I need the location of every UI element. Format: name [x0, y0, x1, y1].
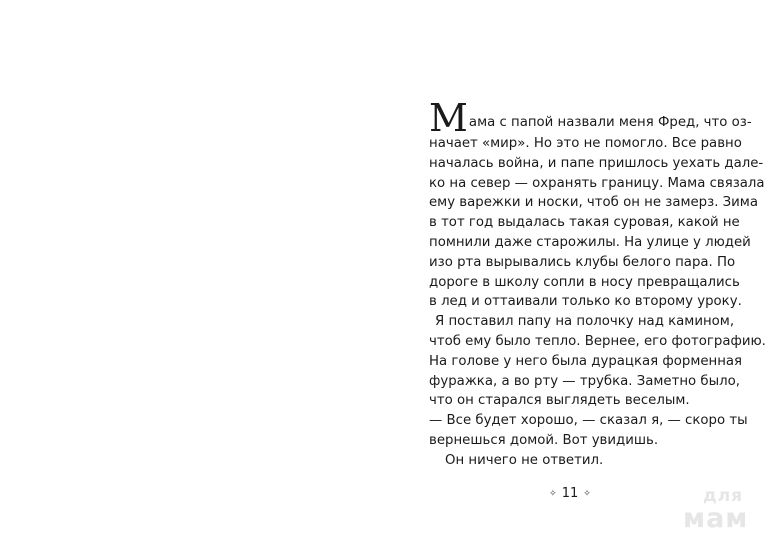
- text-line: фуражка, а во рту — трубка. Заметно было,: [429, 373, 740, 389]
- text-line: вернешься домой. Вот увидишь.: [429, 432, 659, 448]
- drop-cap: М: [429, 96, 468, 140]
- text-line: что он старался выглядеть веселым.: [429, 393, 690, 409]
- ornament-right-icon: ✧: [583, 488, 591, 499]
- text-line: помнили даже старожилы. На улице у людей: [429, 234, 751, 250]
- body-text: [429, 96, 766, 471]
- text-line: в лед и оттаивали только ко второму уроку.: [429, 294, 742, 310]
- text-line: начает «мир». Но это не помогло. Все равно: [429, 136, 742, 151]
- dialogue-line: — Все будет хорошо, — сказал я, — скоро ты: [429, 413, 748, 429]
- text-line: началась война, и папе пришлось уехать дале-: [429, 155, 764, 171]
- watermark-logo: [683, 488, 763, 532]
- text-line: изо рта вырывались клубы белого пара. По: [429, 254, 736, 270]
- paragraph-start-line: Я поставил папу на полочку над камином,: [435, 314, 735, 330]
- first-line: [429, 96, 752, 140]
- text-line: ко на север — охранять границу. Мама связала: [429, 175, 765, 191]
- watermark-bottom: мам: [683, 503, 749, 534]
- ornament-left-icon: ✧: [549, 488, 557, 499]
- page-number-footer: [520, 486, 620, 501]
- paragraph-start-line: Он ничего не ответил.: [445, 452, 604, 468]
- page-number: 11: [561, 486, 579, 501]
- first-line-text: ама с папой назвали меня Фред, что оз-: [468, 115, 752, 131]
- text-line: в тот год выдалась такая суровая, какой не: [429, 215, 740, 231]
- text-line: дороге в школу сопли в носу превращались: [429, 274, 740, 290]
- text-line: ему варежки и носки, чтоб он не замерз. Зима: [429, 195, 758, 211]
- text-line: На голове у него была дурацкая форменная: [429, 353, 743, 369]
- watermark-top: для: [703, 486, 744, 506]
- text-line: чтоб ему было тепло. Вернее, его фотографию.: [429, 333, 766, 349]
